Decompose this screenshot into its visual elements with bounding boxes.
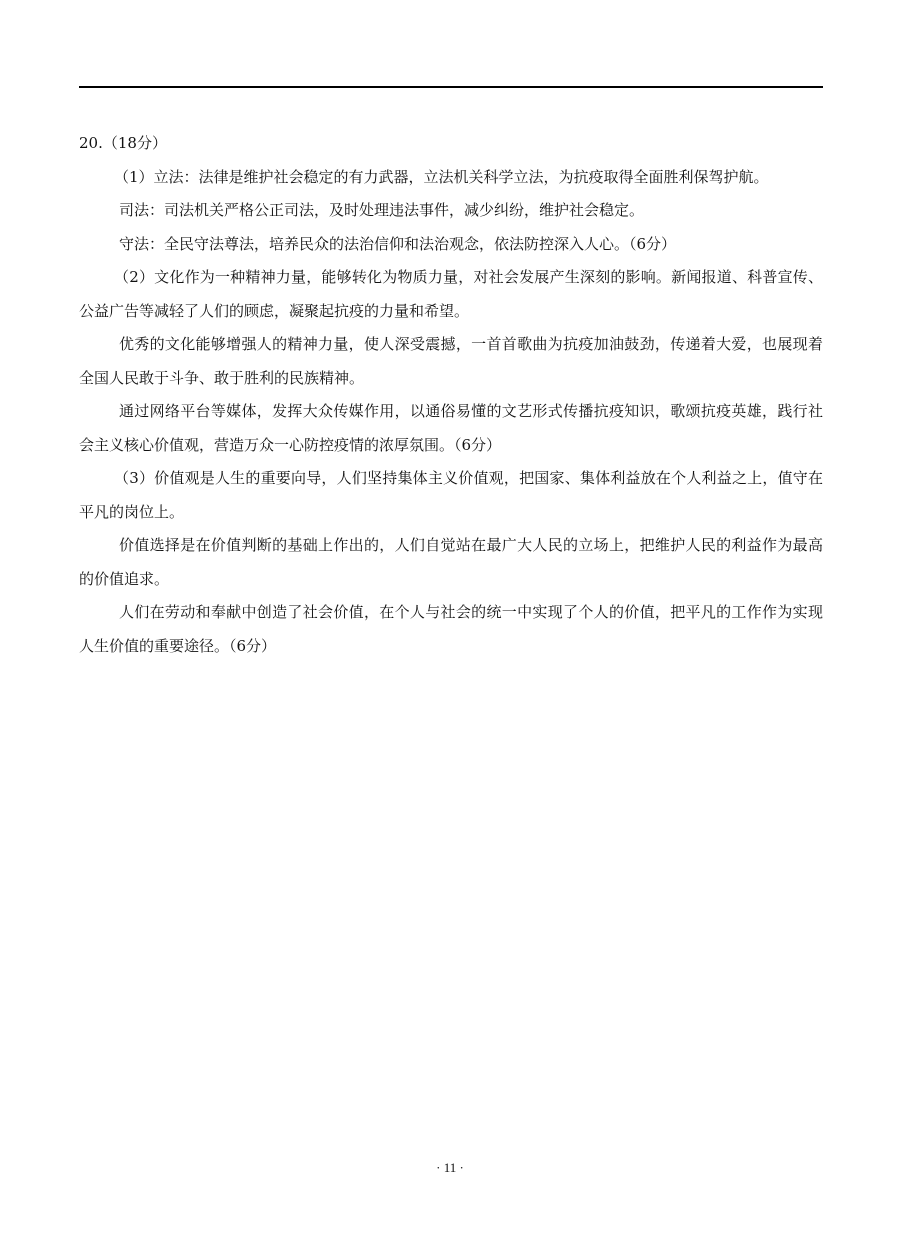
paragraph-value-choice: 价值选择是在价值判断的基础上作出的，人们自觉站在最广大人民的立场上，把维护人民的利益作为最高的价值追求。 bbox=[79, 536, 823, 588]
page-number: · 11 · bbox=[436, 1160, 464, 1175]
question-heading: 20.（18分） bbox=[79, 134, 167, 152]
paragraph-social-value: 人们在劳动和奉献中创造了社会价值，在个人与社会的统一中实现了个人的价值，把平凡的工作作为实现人生价值的重要途径。（6分） bbox=[79, 603, 823, 655]
paragraph-mass-media: 通过网络平台等媒体，发挥大众传媒作用，以通俗易懂的文艺形式传播抗疫知识，歌颂抗疫英雄，践行社会主义核心价值观，营造万众一心防控疫情的浓厚氛围。（6分） bbox=[79, 402, 823, 454]
paragraph-culture-spirit: 优秀的文化能够增强人的精神力量，使人深受震撼，一首首歌曲为抗疫加油鼓劲，传递着大爱，也展现着全国人民敢于斗争、敢于胜利的民族精神。 bbox=[79, 335, 823, 387]
paragraph-judiciary: 司法：司法机关严格公正司法，及时处理违法事件，减少纠纷，维护社会稳定。 bbox=[119, 201, 645, 219]
paragraph-culture-power: （2）文化作为一种精神力量，能够转化为物质力量，对社会发展产生深刻的影响。新闻报道、科普宣传、公益广告等减轻了人们的顾虑，凝聚起抗疫的力量和希望。 bbox=[79, 268, 823, 320]
paragraph-legislation: （1）立法：法律是维护社会稳定的有力武器，立法机关科学立法，为抗疫取得全面胜利保驾护航。 bbox=[114, 167, 769, 186]
answer-body bbox=[79, 127, 823, 663]
paragraph-law-abiding: 守法：全民守法尊法，培养民众的法治信仰和法治观念，依法防控深入人心。（6分） bbox=[119, 234, 677, 253]
paragraph-values-guide: （3）价值观是人生的重要向导，人们坚持集体主义价值观，把国家、集体利益放在个人利益之上，值守在平凡的岗位上。 bbox=[79, 469, 823, 521]
header-rule bbox=[79, 86, 823, 88]
